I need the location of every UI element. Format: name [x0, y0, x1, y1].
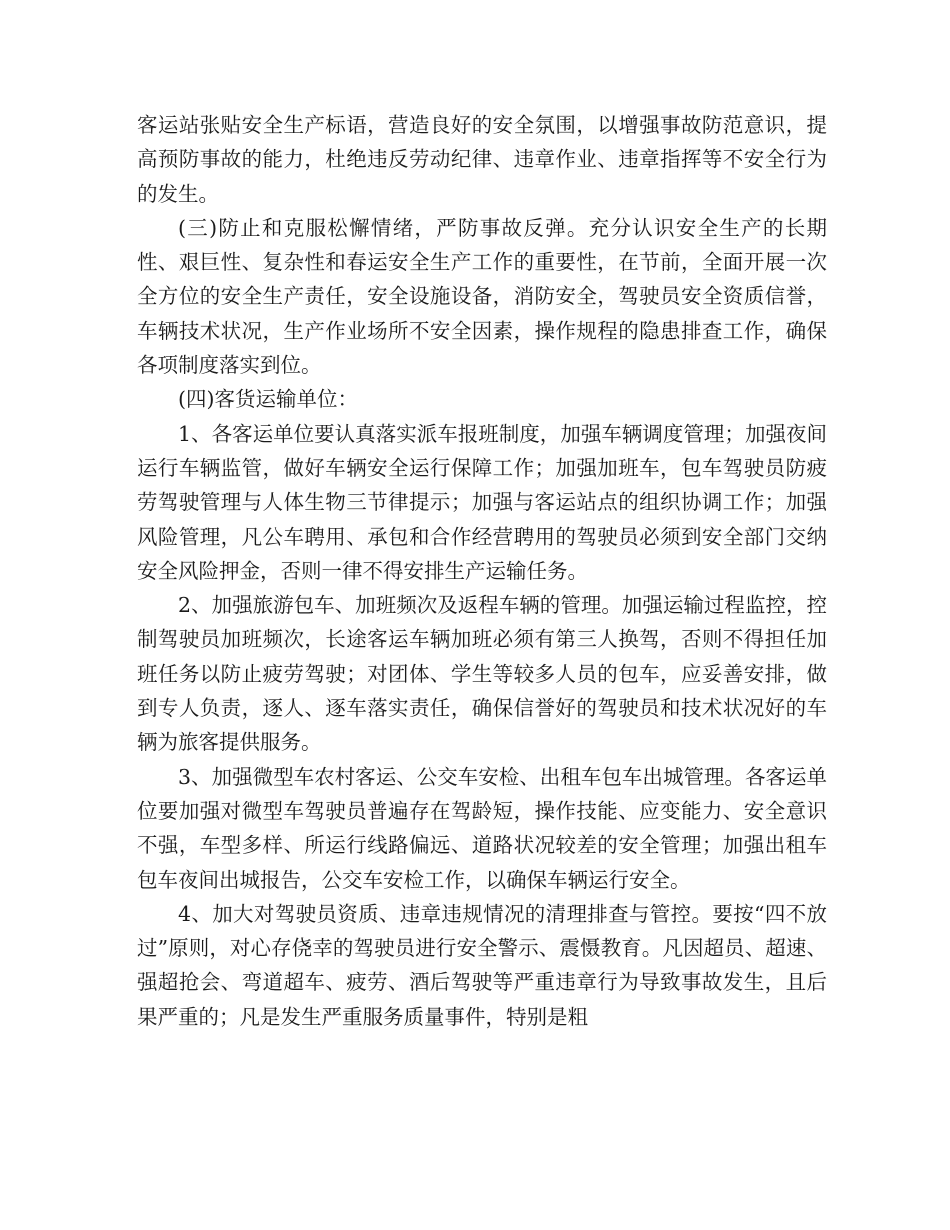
- section-heading-four: (四)客货运输单位：: [178, 387, 358, 412]
- document-body: [137, 108, 827, 1034]
- paragraph-item-2: 2、加强旅游包车、加班频次及返程车辆的管理。加强运输过程监控，控制驾驶员加班频次，长途客运车辆加班必须有第三人换驾，否则不得担任加班任务以防止疲劳驾驶；对团体、学生等较多人员的包车，应妥善安排，做到专人负责，逐人、逐车落实责任，确保信誉好的驾驶员和技术状况好的车辆为旅客提供服务。: [137, 593, 827, 755]
- paragraph-section-three: (三)防止和克服松懈情绪，严防事故反弹。充分认识安全生产的长期性、艰巨性、复杂性和春运安全生产工作的重要性，在节前，全面开展一次全方位的安全生产责任，安全设施设备，消防安全，驾驶员安全资质信誉，车辆技术状况，生产作业场所不安全因素，操作规程的隐患排查工作，确保各项制度落实到位。: [137, 215, 827, 378]
- paragraph-continuation: 客运站张贴安全生产标语，营造良好的安全氛围，以增强事故防范意识，提高预防事故的能力，杜绝违反劳动纪律、违章作业、违章指挥等不安全行为的发生。: [137, 113, 827, 206]
- paragraph-item-4: 4、加大对驾驶员资质、违章违规情况的清理排查与管控。要按“四不放过”原则，对心存侥幸的驾驶员进行安全警示、震慑教育。凡因超员、超速、强超抢会、弯道超车、疲劳、酒后驾驶等严重违章行为导致事故发生，且后果严重的；凡是发生严重服务质量事件，特别是粗: [137, 901, 827, 1029]
- paragraph-item-3: 3、加强微型车农村客运、公交车安检、出租车包车出城管理。各客运单位要加强对微型车驾驶员普遍存在驾龄短，操作技能、应变能力、安全意识不强，车型多样、所运行线路偏远、道路状况较差的安全管理；加强出租车包车夜间出城报告，公交车安检工作，以确保车辆运行安全。: [137, 764, 827, 892]
- paragraph-item-1: 1、各客运单位要认真落实派车报班制度，加强车辆调度管理；加强夜间运行车辆监管，做好车辆安全运行保障工作；加强加班车，包车驾驶员防疲劳驾驶管理与人体生物三节律提示；加强与客运站点的组织协调工作；加强风险管理，凡公车聘用、承包和合作经营聘用的驾驶员必须到安全部门交纳安全风险押金，否则一律不得安排生产运输任务。: [137, 421, 827, 583]
